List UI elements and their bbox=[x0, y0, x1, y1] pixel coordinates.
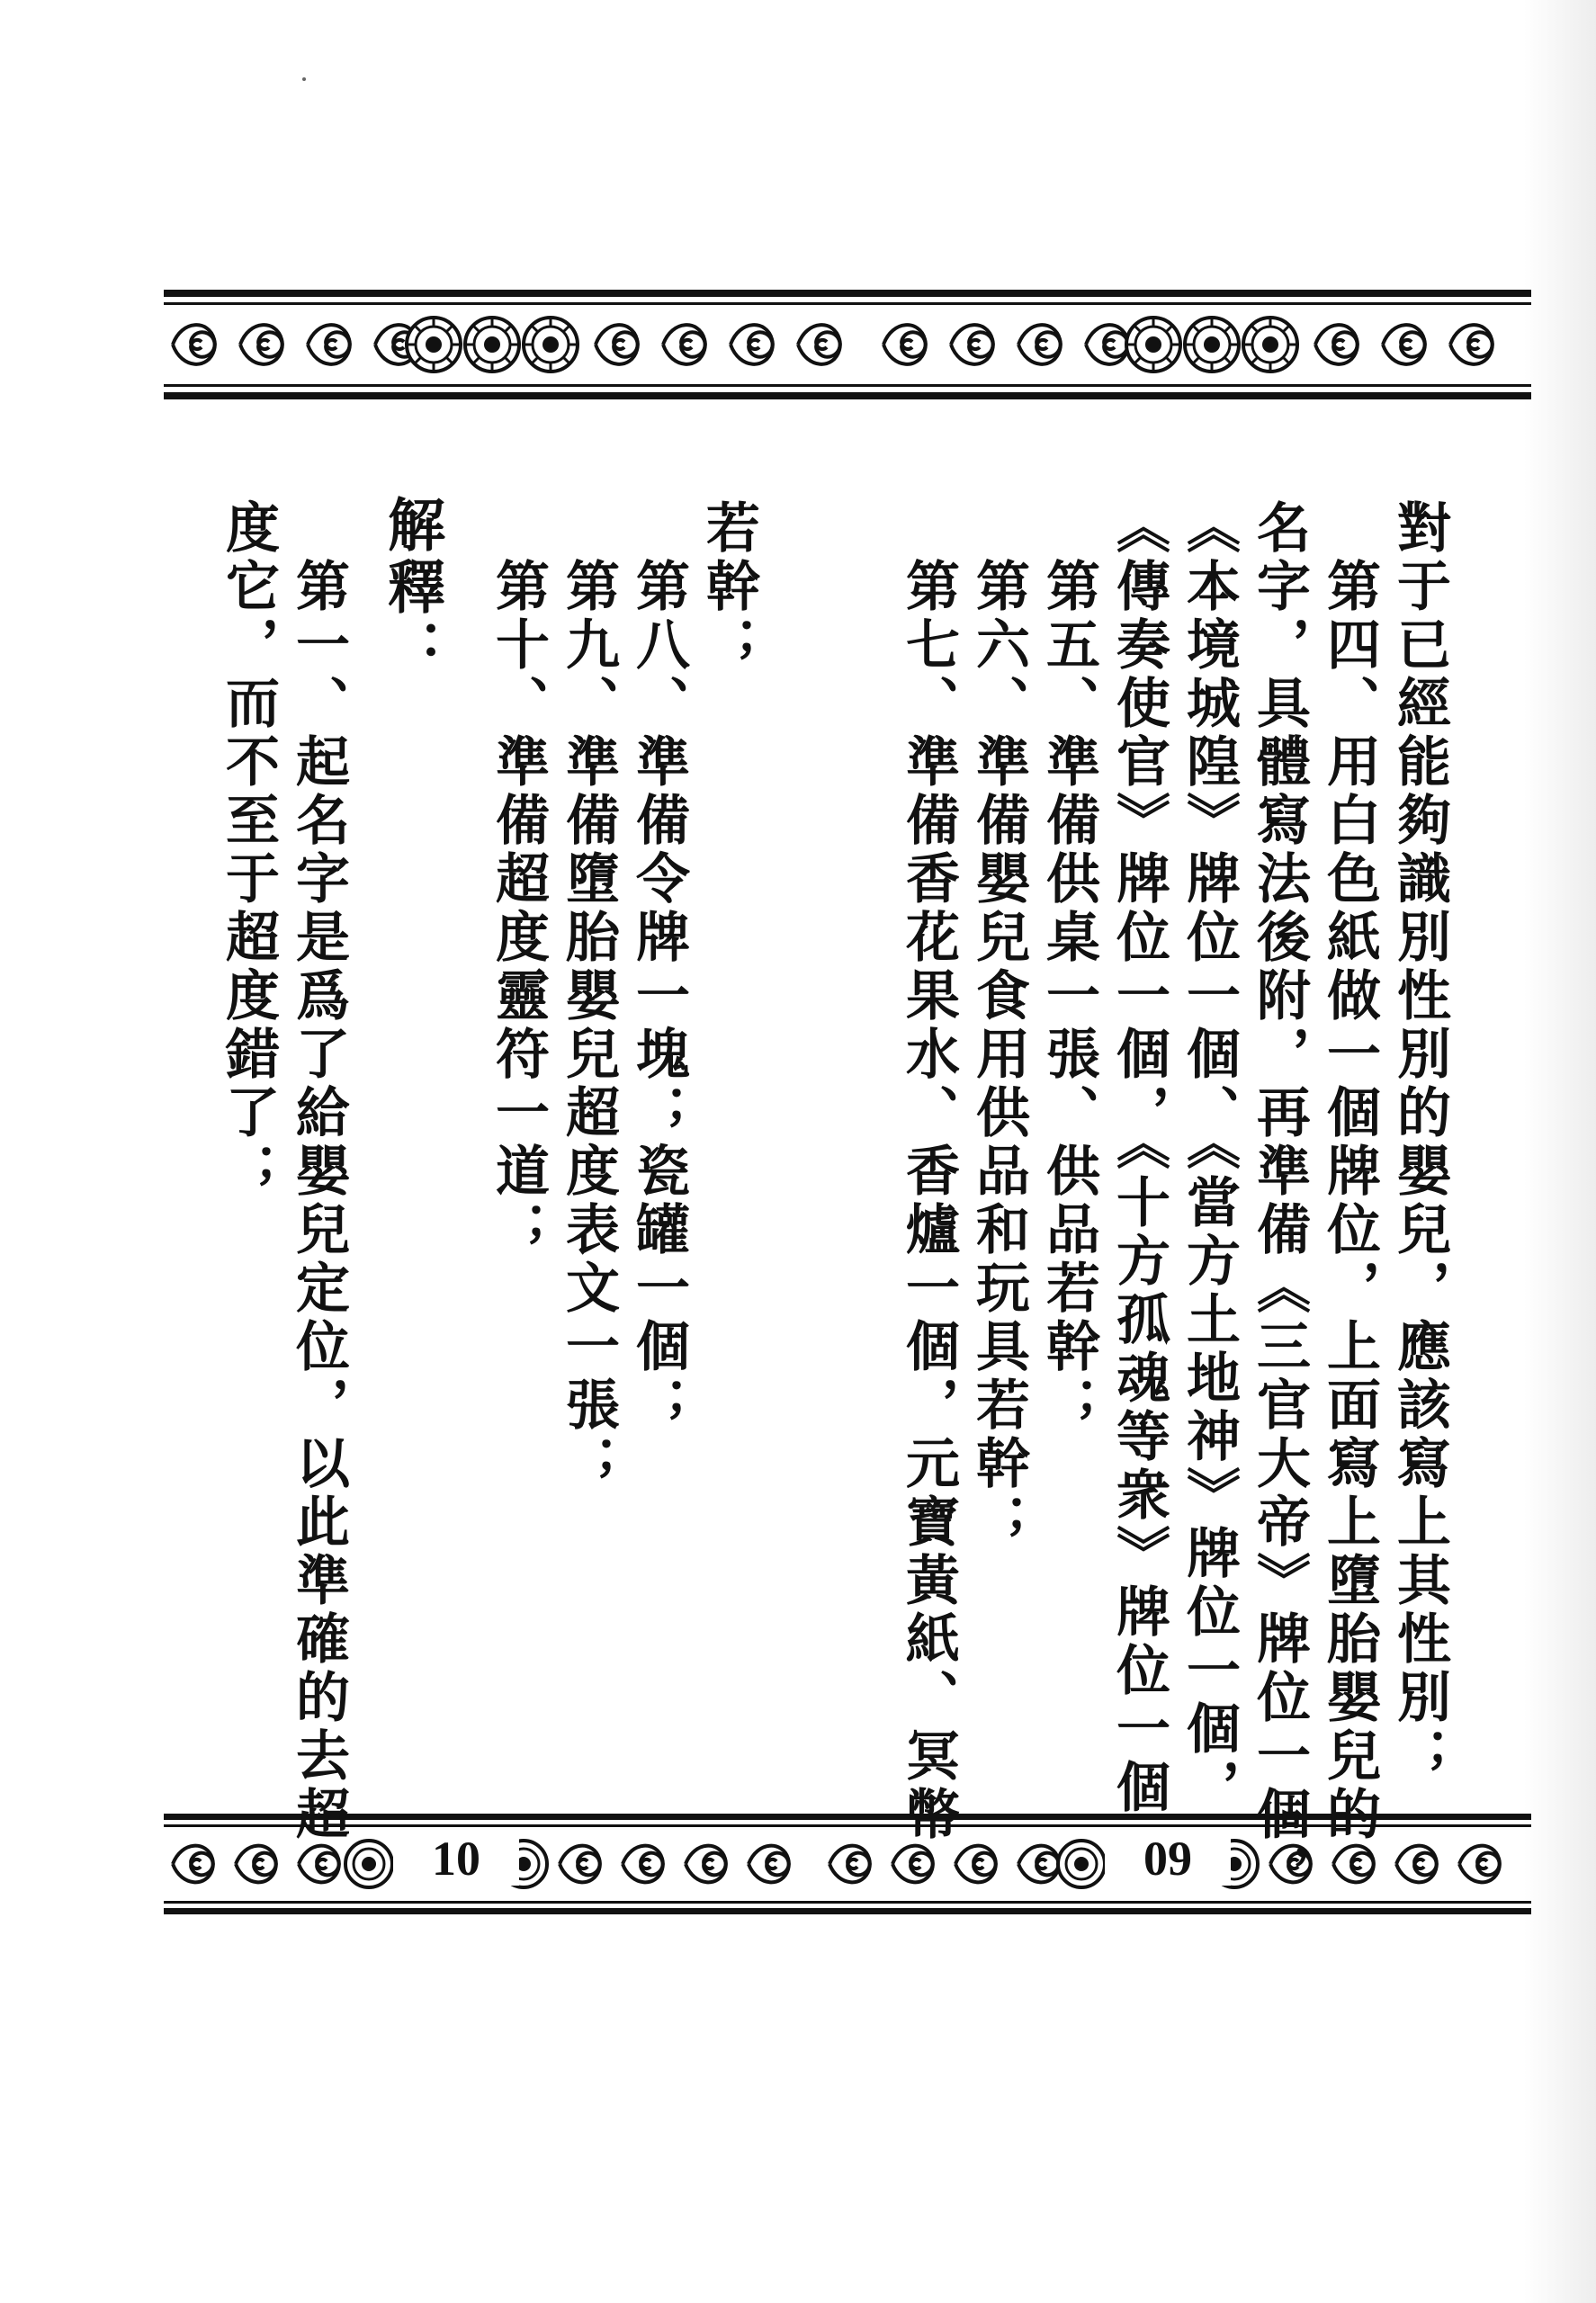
left-page-line-1: 若幹； bbox=[697, 499, 760, 675]
right-page-line-7: 第六、準備嬰兒食用供品和玩具若幹； bbox=[967, 499, 1030, 1552]
page-number-left: 10 bbox=[393, 1832, 519, 1886]
right-page-line-6: 第五、準備供桌一張、供品若幹； bbox=[1037, 499, 1100, 1435]
right-page-line-2: 第四、用白色紙做一個牌位，上面寫上墮胎嬰兒的 bbox=[1318, 499, 1381, 1844]
explanation-line-1: 第一、起名字是爲了給嬰兒定位，以此準確的去超 bbox=[287, 499, 350, 1844]
right-page-line-3: 名字，具體寫法後附，再準備《三官大帝》牌位一個， bbox=[1248, 499, 1311, 1903]
paper-speck bbox=[302, 77, 306, 81]
right-page-line-8: 第七、準備香花果水、香爐一個，元寶黃紙、冥幣 bbox=[897, 499, 960, 1844]
top-ornamental-border bbox=[164, 286, 1531, 403]
right-page-line-1: 對于已經能夠識別性別的嬰兒，應該寫上其性別； bbox=[1388, 499, 1451, 1786]
right-page-line-5: 《傳奏使官》牌位一個，《十方孤魂等衆》牌位一個 bbox=[1107, 499, 1170, 1817]
left-page-line-3: 第九、準備墮胎嬰兒超度表文一張； bbox=[557, 499, 620, 1493]
page-edge-shadow bbox=[1524, 0, 1596, 2303]
explanation-heading: 解釋： bbox=[378, 495, 444, 681]
page-number-right: 09 bbox=[1105, 1832, 1231, 1886]
left-page-line-2: 第八、準備令牌一塊；瓷罐一個； bbox=[627, 499, 690, 1435]
left-page-line-4: 第十、準備超度靈符一道； bbox=[487, 499, 550, 1259]
explanation-line-2: 度它，而不至于超度錯了； bbox=[217, 499, 280, 1201]
right-page-line-4: 《本境城隍》牌位一個、《當方土地神》牌位一個， bbox=[1178, 499, 1241, 1817]
